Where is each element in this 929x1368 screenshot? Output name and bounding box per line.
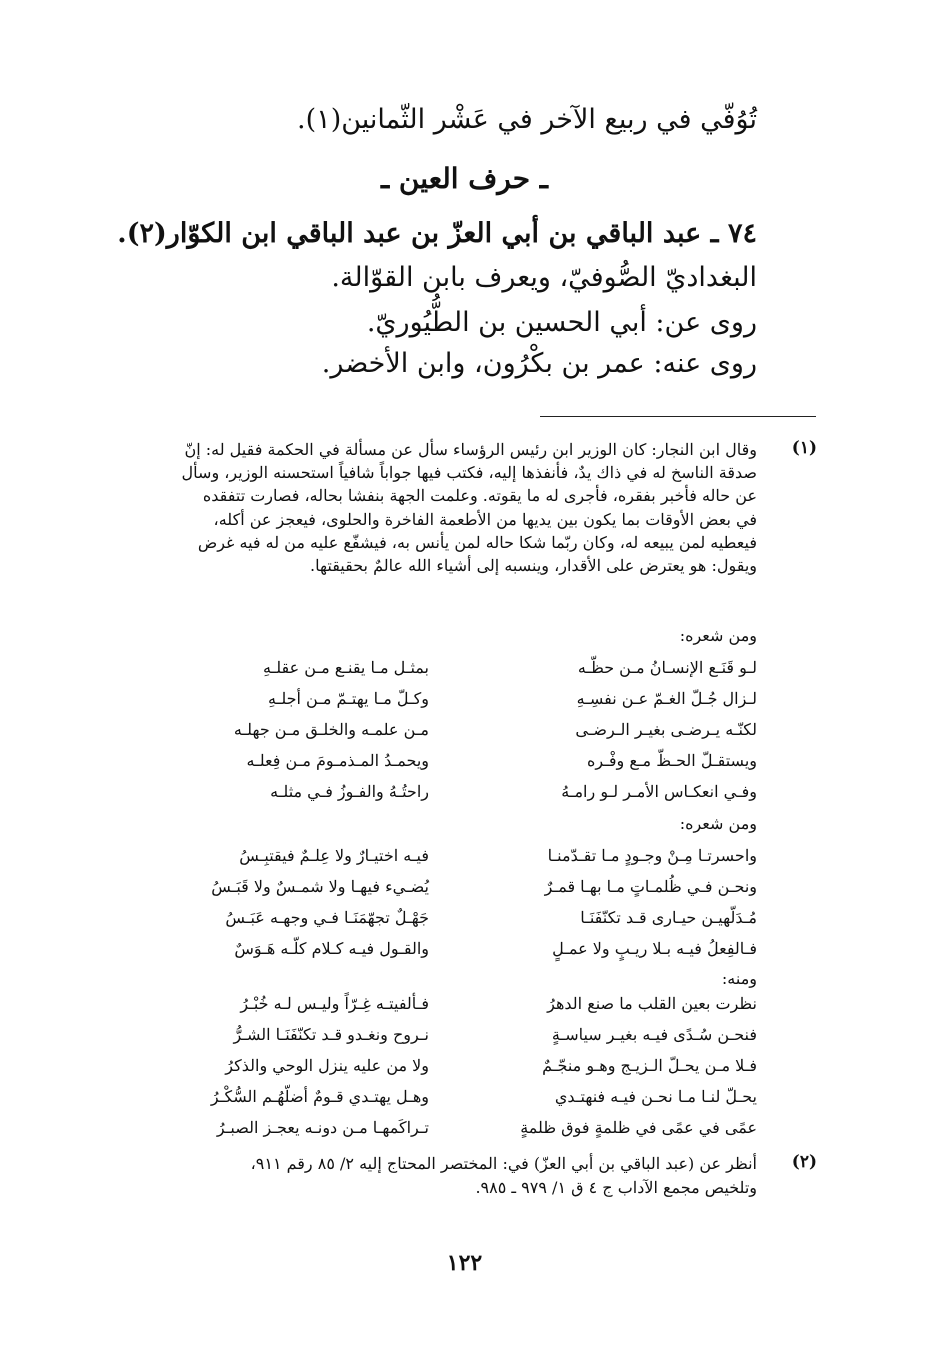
footnote-2-line: أنظر عن (عبد الباقي بن أبي العزّ) في: المختصر المحتاج إليه ٢/ ٨٥ رقم ٩١١،	[250, 1154, 757, 1173]
verse-hemistich: وكـلّ مـا يهتـمّ مـن أجلـهِ	[268, 689, 429, 708]
verse-hemistich: فـألفيتـه غِـرّاً وليـس لـه خُبْـرُ	[240, 994, 429, 1013]
verse-hemistich: راحتُـهُ والفـوزُ فـي مثلـه	[270, 782, 429, 801]
death-date-line: تُوُفّي في ربيع الآخر في عَشْر الثّمانين(١).	[297, 104, 757, 135]
poem-3-second-hemistichs	[159, 988, 429, 1143]
footnote-1-line: صدقة الناسخ له في ذاك يدٌ، فأنفذها إليه، فكتب فيها جواباً شافياً استحسنه الوزير، وسأل	[181, 463, 757, 483]
poem-2-label: ومن شعره:	[679, 814, 757, 833]
entry-title: ٧٤ ـ عبد الباقي بن أبي العزّ بن عبد الباقي ابن الكوّار(٢).	[117, 218, 757, 249]
verse-hemistich: ولا من عليه ينزل الوحي والذكرُ	[225, 1056, 429, 1075]
verse-hemistich: ويستقـلّ الحـظّ مـع وفْـره	[586, 751, 757, 770]
verse-hemistich: فـلا مـن يحـلّ الـزيـج وهـو منجّـمٌ	[542, 1056, 757, 1075]
nisba-line: البغداديّ الصُّوفيّ، ويعرف بابن القوّالة.	[331, 262, 757, 293]
verse-hemistich: جَهْـلٌ تجهّمَنَـا فـي وجهـه عَبَـسُ	[225, 908, 429, 927]
footnote-1-line: ويقول: هو يعترض على الأقدار، وينسبه إلى أشياء الله عالمٌ بحقيقتها.	[310, 556, 757, 576]
verse-hemistich: ويحمـدُ المـذمـومَ مـن فِعلـه	[246, 751, 429, 770]
footnote-1-line: في بعض الأوقات بما يكون بين يديها من الأطعمة الفاخرة والحلوى، فيعجز عن أكله،	[213, 509, 757, 529]
poem-1-second-hemistichs	[159, 652, 429, 807]
poem-1-label: ومن شعره:	[679, 626, 757, 645]
narrated-from-line: روى عن: أبي الحسين بن الطُّيُوريّ.	[366, 307, 757, 338]
footnote-2-number: (٢)	[791, 1152, 817, 1172]
narrated-by-line: روى عنه: عمر بن بكْرُون، وابن الأخضر.	[321, 348, 757, 379]
verse-hemistich: واحسرتـا مِـنْ وجـودٍ مـا تقـدّمنـا	[547, 846, 757, 865]
verse-hemistich: لكنّـه يـرضـى بغيـر الـرضـى	[575, 720, 757, 739]
verse-hemistich: بمثـل مـا يقنـع مـن عقلـهِ	[262, 658, 429, 677]
verse-hemistich: والقـول فيـه كـلام كلّـه هَـوَسٌ	[234, 939, 429, 958]
verse-hemistich: لـو قَنَـع الإنسـانُ مـن حظّـه	[577, 658, 757, 677]
footnote-separator	[540, 416, 816, 417]
poem-3-first-hemistichs	[477, 988, 757, 1143]
verse-hemistich: فيـه اختيـارٌ ولا عِلـمٌ فيقتبِـسُ	[239, 846, 429, 865]
footnote-2-line: وتلخيص مجمع الآداب ج ٤ ق ١/ ٩٧٩ ـ ٩٨٥.	[475, 1178, 757, 1197]
verse-hemistich: لـزال جُـلّ الغـمّ عـن نفسِـهِ	[576, 689, 757, 708]
verse-hemistich: يحـلّ لنـا مـا نحـن فيـه فنهتـدي	[554, 1087, 757, 1106]
verse-hemistich: تـراكَمهـا مـن دونـه يعجـز الصبـرُ	[216, 1118, 429, 1137]
verse-hemistich: يُضـيء فيهـا ولا شمـسٌ ولا قَبَـسُ	[211, 877, 429, 896]
footnote-1-paragraph	[167, 438, 757, 577]
verse-hemistich: وفـي انعكـاس الأمـر لـو رامـهُ	[561, 782, 757, 801]
verse-hemistich: ونحـن فـي ظُلمـاتٍ مـا بهـا قمـرٌ	[544, 877, 757, 896]
poem-2-second-hemistichs	[159, 840, 429, 964]
verse-hemistich: فـالفِعلُ فيـه بـلا ريـبٍ ولا عمـلٍ	[552, 939, 757, 958]
verse-hemistich: عمًى في عمًى في ظلمةٍ فوق ظلمةٍ	[520, 1118, 757, 1137]
verse-hemistich: فنحـن سُـدًى فيـه بغيـر سياسـةٍ	[551, 1025, 757, 1044]
verse-hemistich: مُـدَلّهيـن حيـارى قـد تكنّفَنَـا	[580, 908, 757, 927]
footnote-1-number: (١)	[791, 438, 817, 458]
footnote-2-text	[157, 1152, 757, 1200]
poem-2-first-hemistichs	[477, 840, 757, 964]
footnote-1-line: فيعطيه لمن يبيعه له، وكان ربّما شكا حاله لمن يأنس به، فيشفّع عليه من له فيه غرض	[197, 532, 757, 552]
verse-hemistich: مـن علمـه والخلـق مـن جهلـه	[233, 720, 429, 739]
footnote-1-line: عن حاله فأخبر بفقره، فأجرى له ما يقوته. وعلمت الجهة بنفشا بحاله، فصارت تتفقده	[202, 486, 757, 506]
poem-1-first-hemistichs	[477, 652, 757, 807]
section-heading: ـ حرف العين ـ	[380, 162, 548, 195]
verse-hemistich: نظرت بعين القلب ما صنع الدهرُ	[547, 994, 757, 1013]
poem-3-label: ومنه:	[721, 969, 757, 988]
verse-hemistich: وهـل يهتـدي قـومٌ أضلّهُـم السُّكْـرُ	[210, 1087, 429, 1106]
footnote-1-line: وقال ابن النجار: كان الوزير ابن رئيس الرؤساء سأل عن مسألة في الحكمة فقيل له: إنّ	[184, 440, 757, 459]
verse-hemistich: نـروح ونغـدو قـد تكنّفَنَـا الشـرُّ	[233, 1025, 429, 1044]
page-number: ١٢٢	[446, 1250, 483, 1276]
